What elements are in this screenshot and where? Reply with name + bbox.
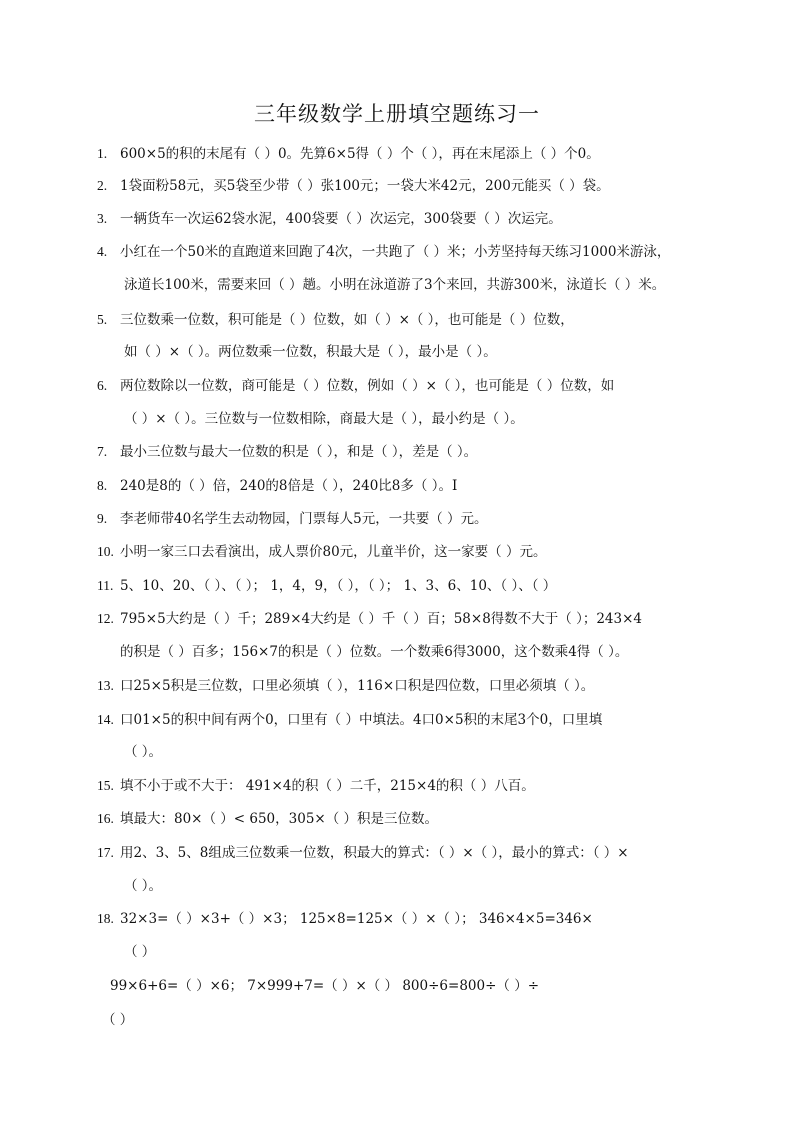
question-5-text: 三位数乘一位数，积可能是（ ）位数，如（ ）×（ ），也可能是（ ）位数， xyxy=(120,312,574,328)
question-number-2: 2. xyxy=(97,178,108,193)
question-17-text: 用2、3、5、8组成三位数乘一位数，积最大的算式：（ ）×（ ），最小的算式：（ ）× xyxy=(120,845,629,861)
question-8-text: 240是8的（ ）倍，240的8倍是（ ），240比8多（ ）。I xyxy=(120,478,458,494)
question-number-5: 5. xyxy=(97,312,108,327)
question-number-15: 15. xyxy=(97,778,114,793)
question-15-text: 填不小于或不大于： 491×4的积（ ）二千，215×4的积（ ）八百。 xyxy=(120,778,535,794)
question-12-text-cont: 的积是（ ）百多；156×7的积是（ ）位数。一个数乘6得3000，这个数乘4得（ ）。 xyxy=(120,644,629,660)
question-number-13: 13. xyxy=(97,678,114,693)
question-11-text: 5、10、20、（ ）、（ ）； 1，4，9，（ ），（ ）； 1、3、6、10、（ ）、（ ） xyxy=(120,578,557,594)
question-4-text: 小红在一个50米的直跑道来回跑了4次，一共跑了（ ）米；小芳坚持每天练习1000米游泳， xyxy=(120,244,671,260)
question-number-16: 16. xyxy=(97,811,114,826)
question-14-text-cont: （ ）。 xyxy=(124,744,163,760)
question-number-17: 17. xyxy=(97,845,114,860)
question-6-text-cont: （ ）×（ ）。三位数与一位数相除，商最大是（ ），最小约是（ ）。 xyxy=(124,411,524,427)
question-1-text: 600×5的积的末尾有（ ）0。先算6×5得（ ）个（ ），再在末尾添上（ ）个0。 xyxy=(120,146,600,162)
question-9-text: 李老师带40名学生去动物园，门票每人5元，一共要（ ）元。 xyxy=(120,511,488,527)
question-12-text: 795×5大约是（ ）千；289×4大约是（ ）千（ ）百；58×8得数不大于（ ）；243×4 xyxy=(120,611,642,627)
question-number-6: 6. xyxy=(97,378,108,393)
question-17-text-cont: （ ）。 xyxy=(124,878,163,894)
page-title: 三年级数学上册填空题练习一 xyxy=(254,102,540,126)
question-10-text: 小明一家三口去看演出，成人票价80元，儿童半价，这一家要（ ）元。 xyxy=(120,544,547,560)
question-number-7: 7. xyxy=(97,444,108,459)
question-number-9: 9. xyxy=(97,511,108,526)
question-number-12: 12. xyxy=(97,611,114,626)
question-16-text: 填最大：80×（ ）< 650，305×（ ）积是三位数。 xyxy=(120,811,439,827)
question-number-14: 14. xyxy=(97,712,114,727)
question-number-1: 1. xyxy=(97,146,108,161)
question-2-text: 1袋面粉58元，买5袋至少带（ ）张100元；一袋大米42元，200元能买（ ）袋。 xyxy=(120,178,610,194)
question-18-text: 32×3=（ ）×3+（ ）×3； 125×8=125×（ ）×（ ）； 346×4×5=346× xyxy=(120,911,593,927)
question-number-10: 10. xyxy=(97,544,114,559)
question-3-text: 一辆货车一次运62袋水泥，400袋要（ ）次运完，300袋要（ ）次运完。 xyxy=(120,211,562,227)
question-18-extra-text-cont: （ ） xyxy=(102,1012,134,1028)
question-4-text-cont: 泳道长100米，需要来回（ ）趟。小明在泳道游了3个来回，共游300米，泳道长（ ）米。 xyxy=(124,277,666,293)
question-5-text-cont: 如（ ）×（ ）。两位数乘一位数，积最大是（ ），最小是（ ）。 xyxy=(124,344,497,360)
question-number-18: 18. xyxy=(97,911,114,926)
question-number-4: 4. xyxy=(97,244,108,259)
question-6-text: 两位数除以一位数，商可能是（ ）位数，例如（ ）×（ ），也可能是（ ）位数，如 xyxy=(120,378,615,394)
question-18-text-cont: （ ） xyxy=(124,944,156,960)
question-number-11: 11. xyxy=(97,578,114,593)
question-number-3: 3. xyxy=(97,211,108,226)
question-14-text: 口01×5的积中间有两个0，口里有（ ）中填法。4口0×5积的末尾3个0，口里填 xyxy=(120,712,603,728)
question-7-text: 最小三位数与最大一位数的积是（ ），和是（ ），差是（ ）。 xyxy=(120,444,478,460)
question-13-text: 口25×5积是三位数，口里必须填（ ），116×口积是四位数，口里必须填（ ）。 xyxy=(120,678,595,694)
question-number-8: 8. xyxy=(97,478,108,493)
question-18-extra-text: 99×6+6=（ ）×6； 7×999+7=（ ）×（ ） 800÷6=800÷（ ）÷ xyxy=(110,978,540,994)
